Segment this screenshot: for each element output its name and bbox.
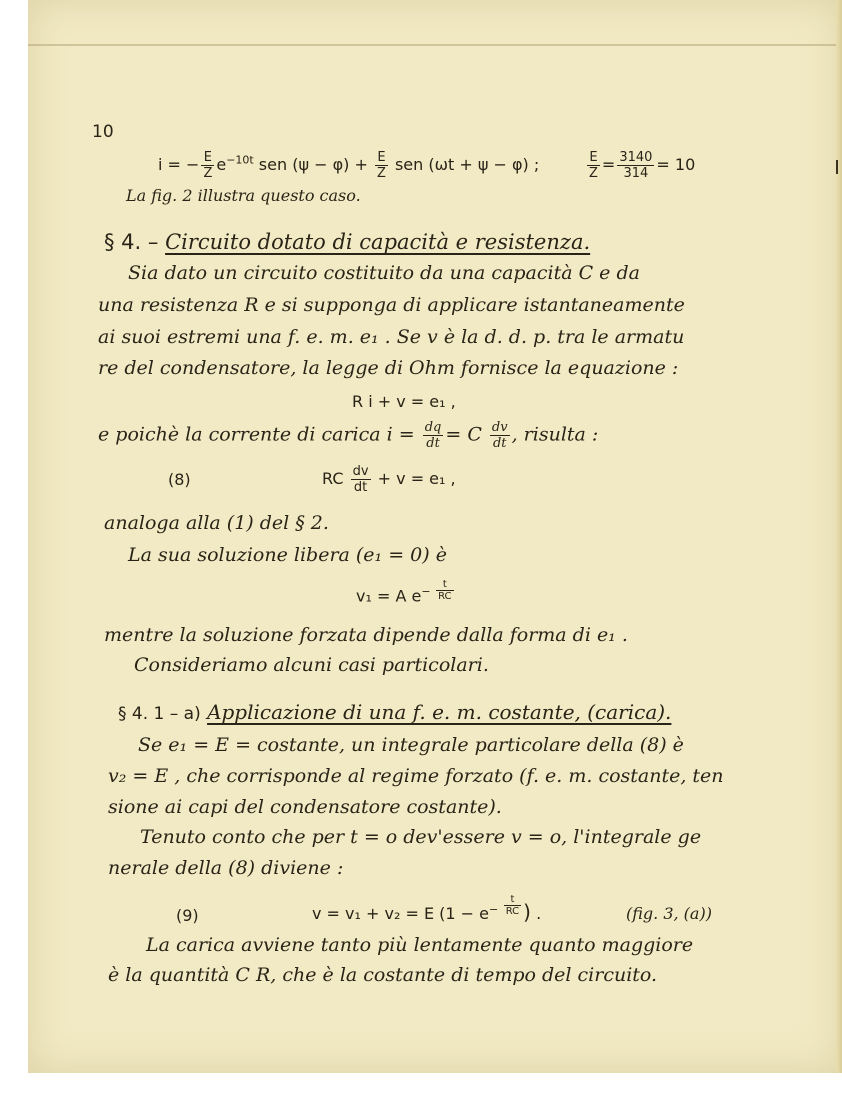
formula-lhs: i = − <box>158 155 200 174</box>
para2-mid: = C <box>445 423 482 446</box>
para3-line3: sione ai capi del condensatore costante). <box>108 796 502 818</box>
section-4-title: Circuito dotato di capacità e resistenza. <box>165 230 591 254</box>
eq8 <box>322 464 456 495</box>
page-number: 10 <box>92 122 114 142</box>
eq8-post: + v = e₁ , <box>377 469 456 488</box>
para1-line3: ai suoi estremi una f. e. m. e₁ . Se v è la d. d. p. tra le armatu <box>98 326 685 348</box>
section-4-heading <box>104 230 590 254</box>
section-41-title: Applicazione di una f. e. m. costante, (carica). <box>207 700 672 724</box>
frac-e-z-3: $\frac{E}{Z}$ <box>589 150 598 181</box>
eq9-label: (9) <box>176 906 199 925</box>
ratio-formula <box>585 150 695 181</box>
para1-line2: una resistenza R e si supponga di applicare istantaneamente <box>98 294 685 316</box>
page-fold <box>28 44 842 46</box>
margin-mark <box>836 160 838 174</box>
ratio-result: = 10 <box>656 155 696 174</box>
section-41-number: § 4. 1 – a) <box>118 704 201 724</box>
consider-line: Consideriamo alcuni casi particolari. <box>134 654 489 676</box>
frac-e-z-1: $\frac{E}{Z}$ <box>203 150 213 181</box>
para3-line2: v₂ = E , che corrisponde al regime forzato (f. e. m. costante, ten <box>108 765 724 787</box>
para5-line2: è la quantità C R, che è la costante di tempo del circuito. <box>108 964 658 986</box>
para4-line2: nerale della (8) diviene : <box>108 857 344 879</box>
para1-line4: re del condensatore, la legge di Ohm fornisce la equazione : <box>98 357 679 379</box>
section-4-number: § 4. – <box>104 230 159 254</box>
v1-solution <box>356 578 456 608</box>
frac-dv-dt-eq8: $\frac{dv}{dt}$ <box>352 464 369 495</box>
formula-mid2: sen (ωt + ψ − φ) ; <box>389 155 540 174</box>
frac-dq-dt: $\frac{dq}{dt}$ <box>424 420 442 451</box>
eq9-close: ) <box>523 900 531 924</box>
frac-dv-dt: $\frac{dv}{dt}$ <box>491 420 508 451</box>
top-formula <box>158 150 539 181</box>
section-41-heading <box>118 700 671 724</box>
fig2-note: La fig. 2 illustra questo caso. <box>126 186 361 205</box>
formula-mid1: sen (ψ − φ) + <box>253 155 373 174</box>
eq9-exp: − t RC <box>489 893 520 917</box>
para2-post: , risulta : <box>511 423 599 446</box>
exp-base: e <box>216 155 227 174</box>
v1-pre: v₁ = A e <box>356 586 422 606</box>
free-solution-line: La sua soluzione libera (e₁ = 0) è <box>128 544 447 566</box>
frac-e-z-2: $\frac{E}{Z}$ <box>376 150 386 181</box>
ratio-eq: = <box>601 155 616 174</box>
para4-line1: Tenuto conto che per t = o dev'essere v = o, l'integrale ge <box>140 826 702 848</box>
para5-line1: La carica avviene tanto più lentamente quanto maggiore <box>146 934 694 956</box>
analog-line: analoga alla (1) del § 2. <box>104 512 329 534</box>
eq9: v = v₁ + v₂ = E ($1 - e^{- \frac{t}{RC}}$ ) . <box>312 893 542 924</box>
ohm-equation: R i + v = e₁ , <box>352 392 456 411</box>
forced-line: mentre la soluzione forzata dipende dalla forma di e₁ . <box>104 624 628 646</box>
eq9-body: v = v₁ + v₂ = E (1 − e <box>312 904 490 923</box>
exp-power: −10t <box>226 153 254 167</box>
para2-pre: e poichè la corrente di carica i = <box>98 423 415 446</box>
frac-3140-314: $\frac{3140}{314}$ <box>619 150 653 181</box>
v1-exp: − t RC <box>421 578 452 602</box>
para1-line1: Sia dato un circuito costituito da una capacità C e da <box>128 262 640 284</box>
para2-line <box>98 420 598 451</box>
eq8-label: (8) <box>168 470 191 489</box>
eq9-fig-ref: (fig. 3, (a)) <box>626 904 712 923</box>
eq8-pre: RC <box>322 469 344 488</box>
para3-line1: Se e₁ = E = costante, un integrale particolare della (8) è <box>138 734 684 756</box>
